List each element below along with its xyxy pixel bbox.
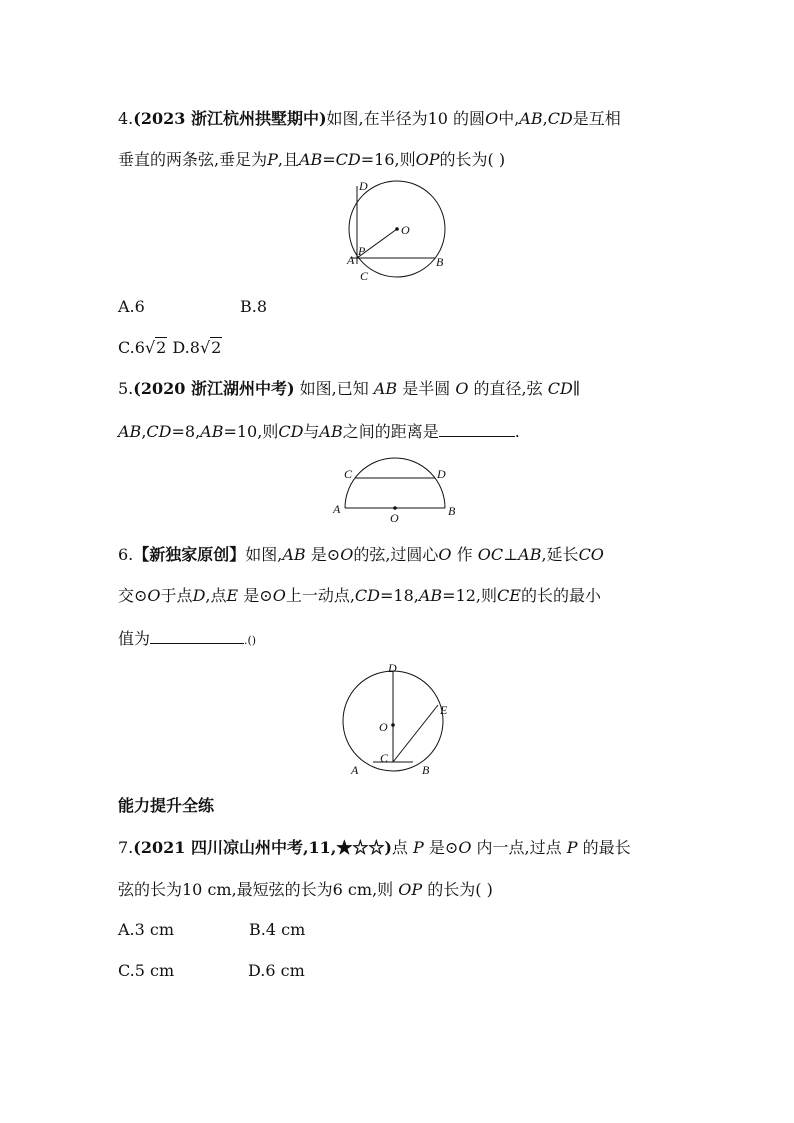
q4-line-2: 垂直的两条弦,垂足为P,且AB=CD=16,则OP的长为( ) bbox=[118, 150, 506, 169]
q5-label-b: B bbox=[448, 504, 456, 518]
q5-center-dot bbox=[393, 506, 397, 510]
sqrt-icon: √2 bbox=[144, 338, 167, 357]
q5-line-1: 5.(2020 浙江湖州中考) 如图,已知 AB 是半圆 O 的直径,弦 CD∥ bbox=[118, 379, 581, 398]
q4-label-c: C bbox=[360, 269, 369, 283]
q4-source: (2023 浙江杭州拱墅期中) bbox=[133, 109, 327, 128]
q5-semicircle-arc bbox=[345, 458, 445, 508]
q4-options-row-2 bbox=[118, 338, 222, 358]
q6-center-dot bbox=[391, 723, 395, 727]
q7-option-b: B.4 cm bbox=[249, 920, 306, 939]
q7-line-1: 7.(2021 四川凉山州中考,11,★☆☆)点 P 是⊙O 内一点,过点 P 的最长 bbox=[118, 838, 631, 857]
q7-options-row-2 bbox=[118, 961, 305, 981]
q5-label-a: A bbox=[333, 502, 341, 516]
q5-label-d: D bbox=[437, 467, 446, 481]
q7-options-row-1 bbox=[118, 920, 306, 940]
q6-line-1: 6.【新独家原创】如图,AB 是⊙O的弦,过圆心O 作 OC⊥AB,延长CO bbox=[118, 545, 604, 564]
q4-option-a: A.6 bbox=[118, 297, 145, 316]
q4-label-p: P bbox=[358, 244, 366, 258]
q5-answer-blank[interactable] bbox=[439, 420, 515, 437]
q4-option-c: C.6√2 bbox=[118, 338, 167, 357]
q5-label-c: C bbox=[344, 467, 353, 481]
q7-option-c: C.5 cm bbox=[118, 961, 175, 980]
sqrt-icon: √2 bbox=[199, 338, 222, 357]
q4-line-1: 4.(2023 浙江杭州拱墅期中)如图,在半径为10 的圆O中,AB,CD是互相 bbox=[118, 109, 621, 128]
section-title: 能力提升全练 bbox=[118, 796, 215, 815]
q6-label-d: D bbox=[388, 661, 397, 675]
q6-circle-figure bbox=[338, 658, 463, 780]
q7-line-2: 弦的长为10 cm,最短弦的长为6 cm,则 OP 的长为( ) bbox=[118, 880, 493, 899]
q7-option-d: D.6 cm bbox=[248, 961, 305, 980]
q4-center-dot bbox=[395, 227, 399, 231]
q6-label-a: A bbox=[351, 763, 359, 777]
q4-circle-figure bbox=[340, 172, 460, 287]
q7-number: 7. bbox=[118, 838, 134, 857]
q4-option-b: B.8 bbox=[240, 297, 268, 316]
q5-line-2: AB,CD=8,AB=10,则CD与AB之间的距离是 . bbox=[118, 422, 520, 441]
q7-option-a: A.3 cm bbox=[118, 920, 175, 939]
q4-options-row-1 bbox=[118, 297, 268, 317]
q5-source: (2020 浙江湖州中考) bbox=[133, 379, 295, 398]
q5-number: 5. bbox=[118, 379, 134, 398]
q6-label-b: B bbox=[422, 763, 430, 777]
q6-tag: 【新独家原创】 bbox=[133, 545, 246, 564]
q6-line-2: 交⊙O于点D,点E 是⊙O上一动点,CD=18,AB=12,则CE的长的最小 bbox=[118, 586, 601, 605]
q5-label-o: O bbox=[390, 511, 399, 525]
q6-answer-blank[interactable] bbox=[150, 627, 244, 644]
q4-number: 4. bbox=[118, 109, 134, 128]
q5-semicircle-figure bbox=[330, 455, 465, 527]
q4-label-o: O bbox=[401, 223, 410, 237]
q6-label-o: O bbox=[379, 720, 388, 734]
q6-line-3: 值为 .() bbox=[118, 629, 257, 648]
q4-label-b: B bbox=[436, 255, 444, 269]
q4-label-a: A bbox=[347, 253, 355, 267]
q6-number: 6. bbox=[118, 545, 134, 564]
q6-label-c: C bbox=[380, 751, 389, 765]
q6-label-e: E bbox=[440, 703, 448, 717]
q4-label-d: D bbox=[359, 179, 368, 193]
q7-source: (2021 四川凉山州中考,11,★☆☆) bbox=[133, 838, 392, 857]
q4-option-d: D.8√2 bbox=[172, 338, 222, 357]
